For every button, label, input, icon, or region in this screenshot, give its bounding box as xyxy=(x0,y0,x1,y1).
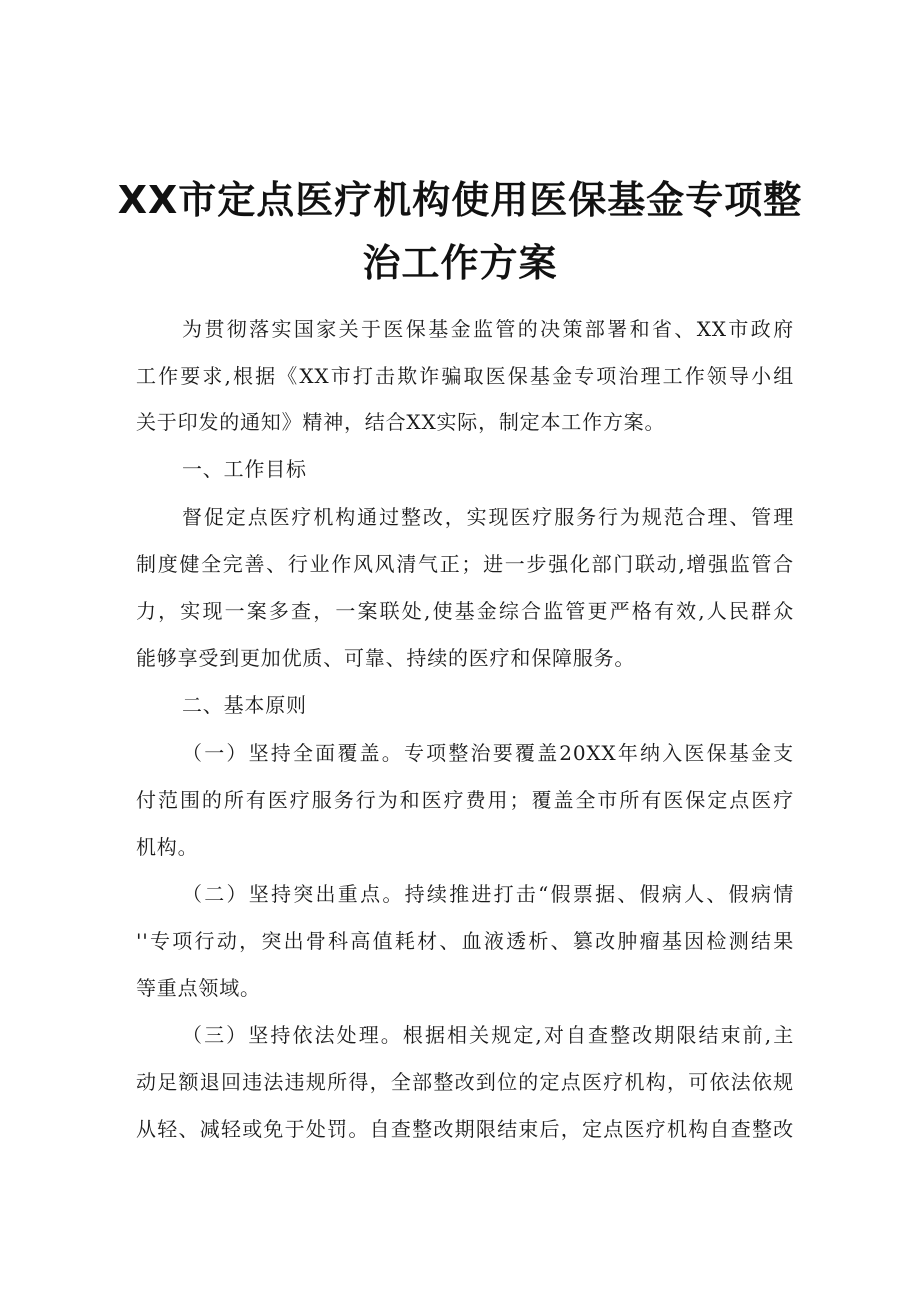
section-heading-goals: 一、工作目标 xyxy=(182,457,307,481)
principle-3-line-2: 动足额退回违法违规所得，全部整改到位的定点医疗机构，可依法依规 xyxy=(136,1070,794,1094)
document-title-line-2: 治工作方案 xyxy=(362,241,558,285)
principle-3-line-1: （三）坚持依法处理。根据相关规定,对自查整改期限结束前,主 xyxy=(182,1023,794,1047)
goals-line-2: 制度健全完善、行业作风风清气正；进一步强化部门联动,增强监管合 xyxy=(136,552,794,576)
principle-1-line-2: 付范围的所有医疗服务行为和医疗费用；覆盖全市所有医保定点医疗 xyxy=(136,788,794,812)
goals-line-3: 力，实现一案多查，一案联处,使基金综合监管更严格有效,人民群众 xyxy=(136,599,794,623)
principle-1-line-3: 机构。 xyxy=(136,835,199,859)
intro-line-3: 关于印发的通知》精神，结合XX实际，制定本工作方案。 xyxy=(136,410,666,434)
document-title-line-1: XX市定点医疗机构使用医保基金专项整 xyxy=(117,178,803,222)
intro-line-1: 为贯彻落实国家关于医保基金监管的决策部署和省、XX市政府 xyxy=(182,317,794,341)
section-heading-principles: 二、基本原则 xyxy=(182,693,307,717)
principle-2-line-3: 等重点领域。 xyxy=(136,976,261,1000)
principle-2-line-1: （二）坚持突出重点。持续推进打击“假票据、假病人、假病情 xyxy=(182,882,794,906)
goals-line-1: 督促定点医疗机构通过整改，实现医疗服务行为规范合理、管理 xyxy=(182,505,794,529)
intro-line-2: 工作要求,根据《XX市打击欺诈骗取医保基金专项治理工作领导小组 xyxy=(136,364,794,388)
principle-1-line-1: （一）坚持全面覆盖。专项整治要覆盖20XX年纳入医保基金支 xyxy=(182,741,794,765)
goals-line-4: 能够享受到更加优质、可靠、持续的医疗和保障服务。 xyxy=(136,646,636,670)
principle-3-line-3: 从轻、减轻或免于处罚。自查整改期限结束后，定点医疗机构自查整改 xyxy=(136,1117,794,1141)
principle-2-line-2: ''专项行动，突出骨科高值耗材、血液透析、篡改肿瘤基因检测结果 xyxy=(136,929,794,953)
